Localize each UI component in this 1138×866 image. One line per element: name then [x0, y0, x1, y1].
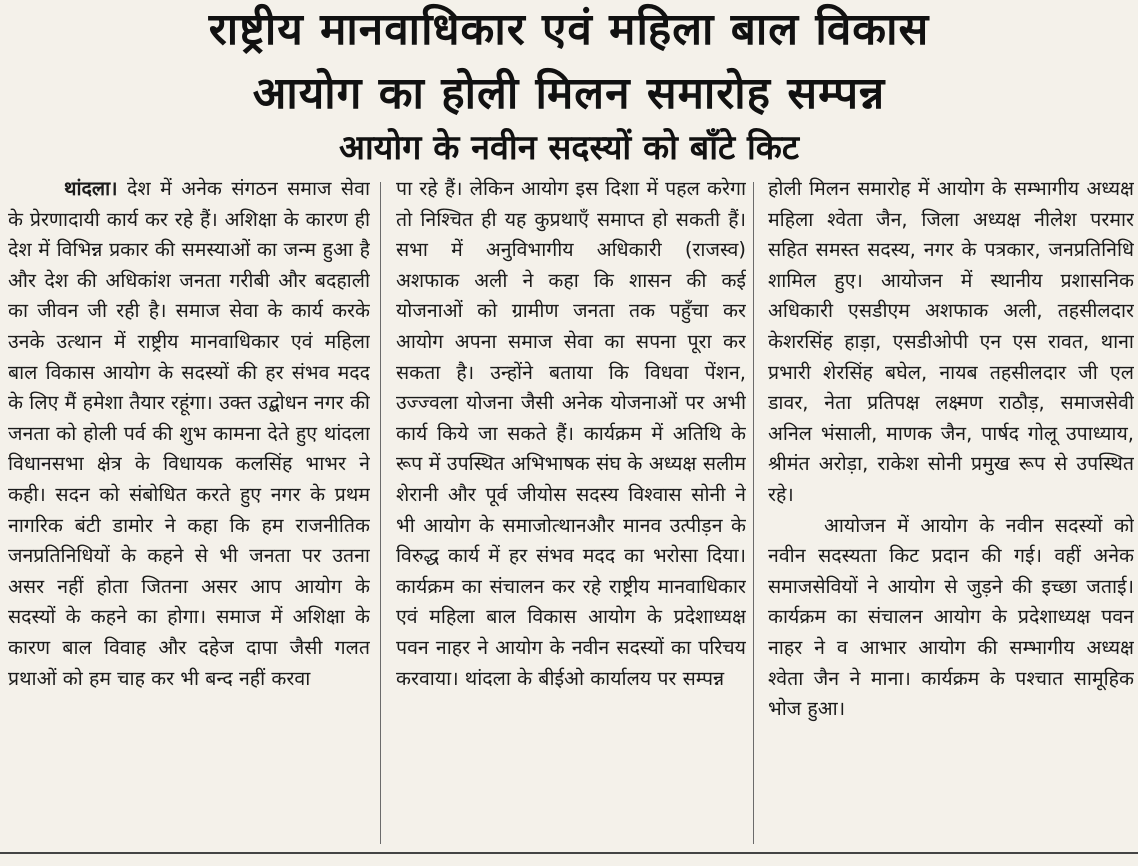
- column-2-text: पा रहे हैं। लेकिन आयोग इस दिशा में पहल करेगा तो निश्चित ही यह कुप्रथाएँ समाप्त हो सकती हैं। सभा में अनुविभागीय अधिकारी (राजस्व) अशफाक अली ने कहा कि शासन की कई योजनाओं को ग्रामीण जनता तक पहुँचा कर आयोग अपना समाज सेवा का सपना पूरा कर सकता है। उन्होंने बताया कि विधवा पेंशन, उज्ज्वला योजना जैसी अनेक योजनाओं पर अभी कार्य किये जा सकते हैं। कार्यक्रम में अतिथि के रूप में उपस्थित अभिभाषक संघ के अध्यक्ष सलीम शेरानी और पूर्व जीयोस सदस्य विश्वास सोनी ने भी आयोग के समाजोत्थानऔर मानव उत्पीड़न के विरुद्ध कार्य में हर संभव मदद का भरोसा दिया। कार्यक्रम का संचालन कर रहे राष्ट्रीय मानवाधिकार एवं महिला बाल विकास आयोग के प्रदेशाध्यक्ष पवन नाहर ने आयोग के नवीन सदस्यों का परिचय करवाया। थांदला के बीईओ कार्यालय पर सम्पन्न: [396, 177, 746, 690]
- article-body: [8, 174, 1134, 846]
- column-1-text: देश में अनेक संगठन समाज सेवा के प्रेरणादायी कार्य कर रहे हैं। अशिक्षा के कारण ही देश में विभिन्न प्रकार की समस्याओं का जन्म हुआ है और देश की अधिकांश जनता गरीबी और बदहाली का जीवन जी रही है। समाज सेवा के कार्य करके उनके उत्थान में राष्ट्रीय मानवाधिकार एवं महिला बाल विकास आयोग के सदस्यों की हर संभव मदद के लिए मैं हमेशा तैयार रहूंगा। उक्त उद्बोधन नगर की जनता को होली पर्व की शुभ कामना देते हुए थांदला विधानसभा क्षेत्र के विधायक कलसिंह भाभर ने कही। सदन को संबोधित करते हुए नगर के प्रथम नागरिक बंटी डामोर ने कहा कि हम राजनीतिक जनप्रतिनिधियों के कहने से भी जनता पर उतना असर नहीं होता जितना असर आप आयोग के सदस्यों के कहने का होगा। समाज में अशिक्षा के कारण बाल विवाह और दहेज दापा जैसी गलत प्रथाओं को हम चाह कर भी बन्द नहीं करवा: [8, 177, 370, 690]
- article-column-3: [768, 174, 1134, 846]
- article-paragraph-1: [8, 174, 370, 694]
- headline-line-2: आयोग का होली मिलन समारोह सम्पन्न: [252, 68, 886, 119]
- bottom-rule: [0, 852, 1138, 854]
- column-3-paragraph-2: आयोजन में आयोग के नवीन सदस्यों को नवीन सदस्यता किट प्रदान की गई। वहीं अनेक समाजसेवियों ने आयोग से जुड़ने की इच्छा जताई। कार्यक्रम का संचालन आयोग के प्रदेशाध्यक्ष पवन नाहर ने व आभार आयोग की सम्भागीय अध्यक्ष श्वेता जैन ने माना। कार्यक्रम के पश्चात सामूहिक भोज हुआ।: [768, 513, 1134, 721]
- column-3-paragraph-1: होली मिलन समारोह में आयोग के सम्भागीय अध्यक्ष महिला श्वेता जैन, जिला अध्यक्ष नीलेश परमार सहित समस्त सदस्य, नगर के पत्रकार, जनप्रतिनिधि शामिल हुए। आयोजन में स्थानीय प्रशासनिक अधिकारी एसडीएम अशफाक अली, तहसीलदार केशरसिंह हाड़ा, एसडीओपी एन एस रावत, थाना प्रभारी शेरसिंह बघेल, नायब तहसीलदार जी एल डावर, नेता प्रतिपक्ष लक्ष्मण राठौड़, समाजसेवी अनिल भंसाली, माणक जैन, पार्षद गोलू उपाध्याय, श्रीमंत अरोड़ा, राकेश सोनी प्रमुख रूप से उपस्थित रहे।: [768, 177, 1134, 506]
- subheadline: आयोग के नवीन सदस्यों को बाँटे किट: [338, 128, 800, 168]
- article-column-1: [8, 174, 370, 846]
- headline-line-1: राष्ट्रीय मानवाधिकार एवं महिला बाल विकास: [208, 4, 930, 55]
- dateline: थांदला।: [64, 177, 118, 200]
- article-column-2: [396, 174, 746, 846]
